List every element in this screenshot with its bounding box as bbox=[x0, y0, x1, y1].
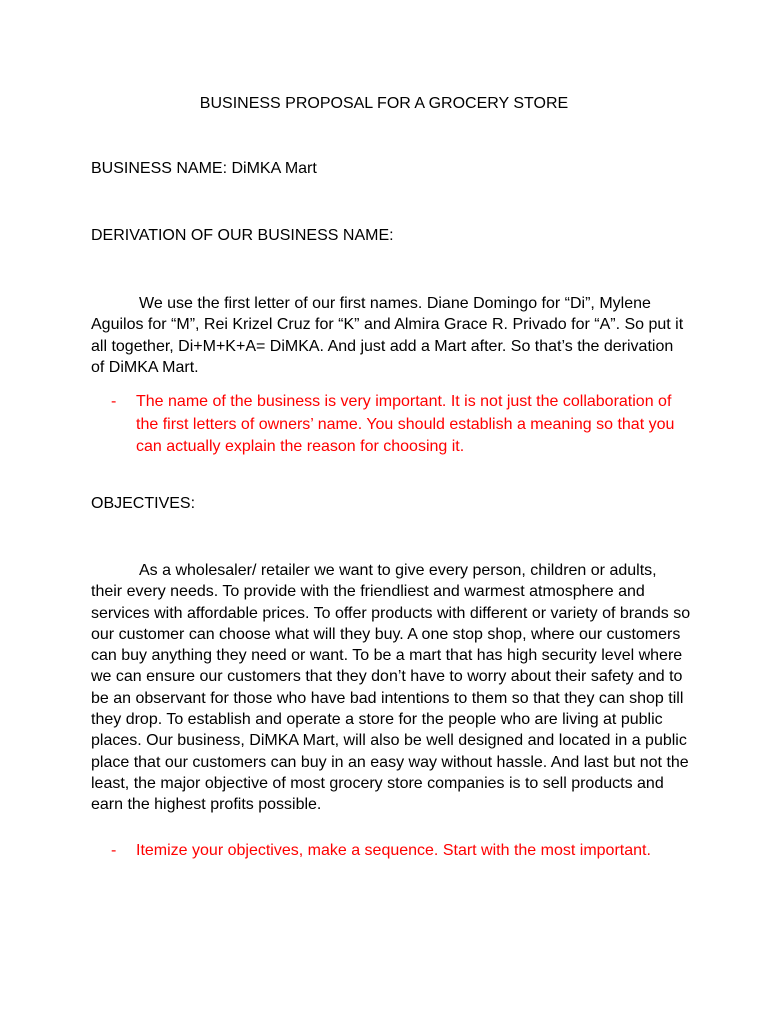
document-title: BUSINESS PROPOSAL FOR A GROCERY STORE bbox=[199, 95, 569, 112]
business-name-line: BUSINESS NAME: DiMKA Mart bbox=[91, 160, 317, 177]
objectives-paragraph bbox=[91, 560, 691, 816]
note-text: The name of the business is very important. It is not just the collaboration of the first letters of owners’ name. You should establish a meaning so that you can actually explain the reason for choosing it. bbox=[136, 393, 675, 455]
note-bullet: - bbox=[111, 393, 117, 410]
objectives-paragraph-text: As a wholesaler/ retailer we want to give every person, children or adults, their every needs. To provide with the friendliest and warmest atmosphere and services with affordable prices. To offer products with different or variety of brands so our customer can choose what will they buy. A one stop shop, where our customers can buy anything they need or want. To be a mart that has high security level where we can ensure our customers that they don’t have to worry about their safety and to be an observant for those who have bad intentions to them so that they can shop till they drop. To establish and operate a store for the people who are living at public places. Our business, DiMKA Mart, will also be well designed and located in a public place that our customers can buy in an easy way without hassle. And last but not the least, the major objective of most grocery store companies is to sell products and earn the highest profits possible. bbox=[91, 562, 691, 814]
note-bullet: - bbox=[111, 842, 117, 859]
derivation-paragraph-text: We use the first letter of our first names. Diane Domingo for “Di”, Mylene Aguilos for “M”, Rei Krizel Cruz for “K” and Almira Grace R. Privado for “A”. So put it all together, Di+M+K+A= DiMKA. And just add a Mart after. So that’s the derivation of DiMKA Mart. bbox=[91, 295, 684, 376]
reviewer-note-name bbox=[91, 391, 691, 483]
derivation-heading: DERIVATION OF OUR BUSINESS NAME: bbox=[91, 227, 394, 244]
reviewer-note-objectives bbox=[91, 840, 691, 886]
derivation-paragraph bbox=[91, 293, 691, 378]
note-text: Itemize your objectives, make a sequence. Start with the most important. bbox=[136, 842, 651, 859]
objectives-heading: OBJECTIVES: bbox=[91, 495, 196, 512]
